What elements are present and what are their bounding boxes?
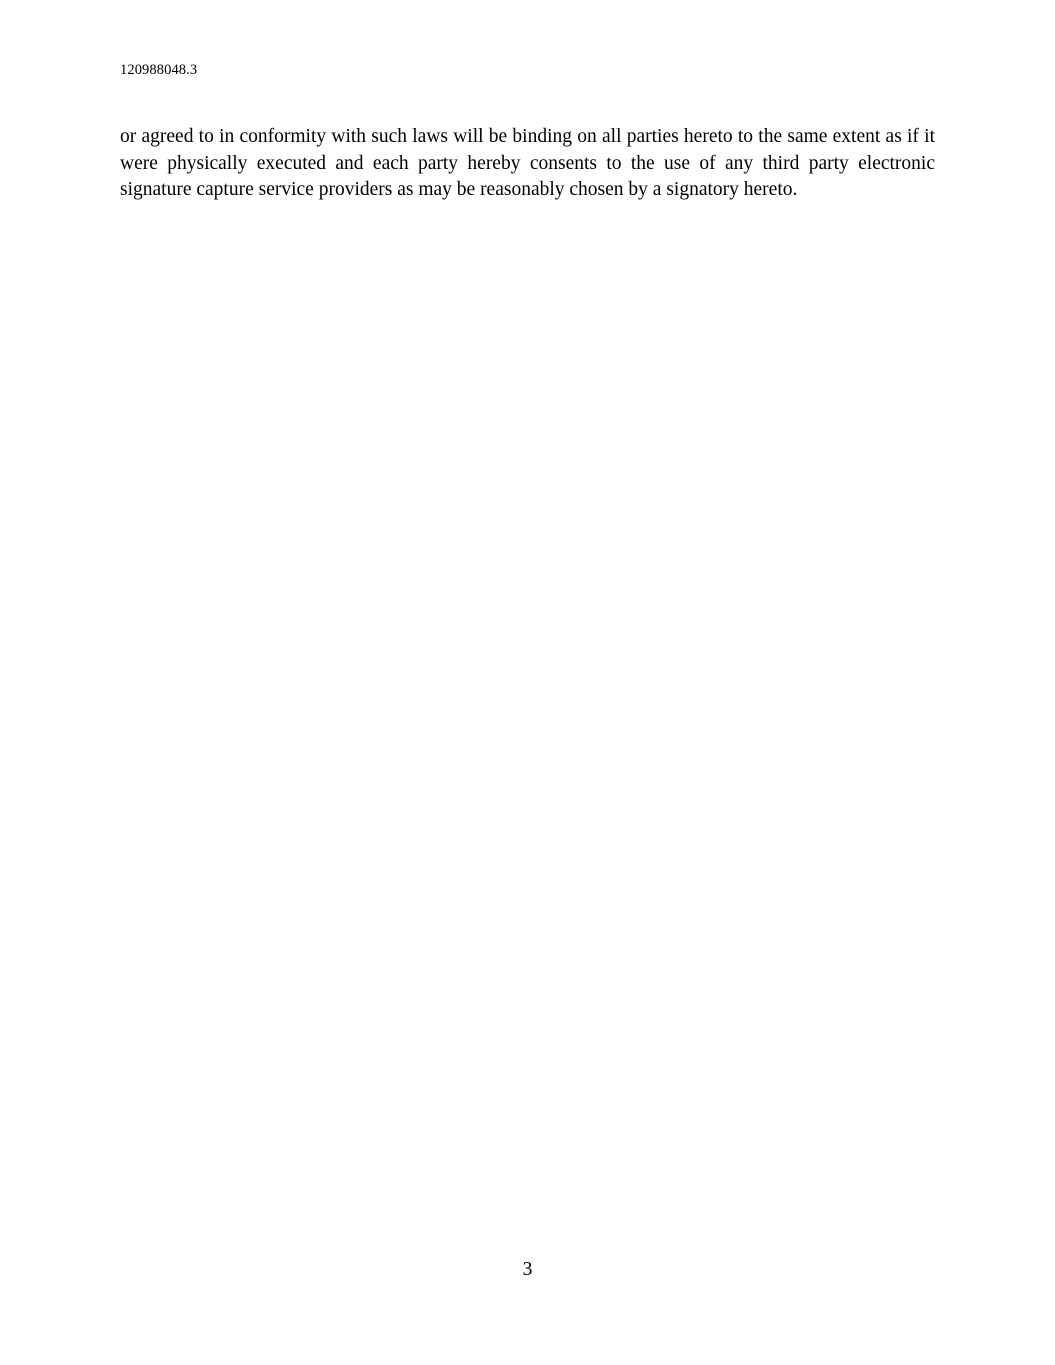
document-reference-number: 120988048.3: [120, 62, 198, 78]
document-body: [120, 124, 935, 204]
body-paragraph: or agreed to in conformity with such laws will be binding on all parties hereto to the same extent as if it were physically executed and each party hereby consents to the use of any third party electronic signature capture service providers as may be reasonably chosen by a signatory hereto.: [120, 126, 935, 200]
page-number: 3: [522, 1259, 533, 1280]
